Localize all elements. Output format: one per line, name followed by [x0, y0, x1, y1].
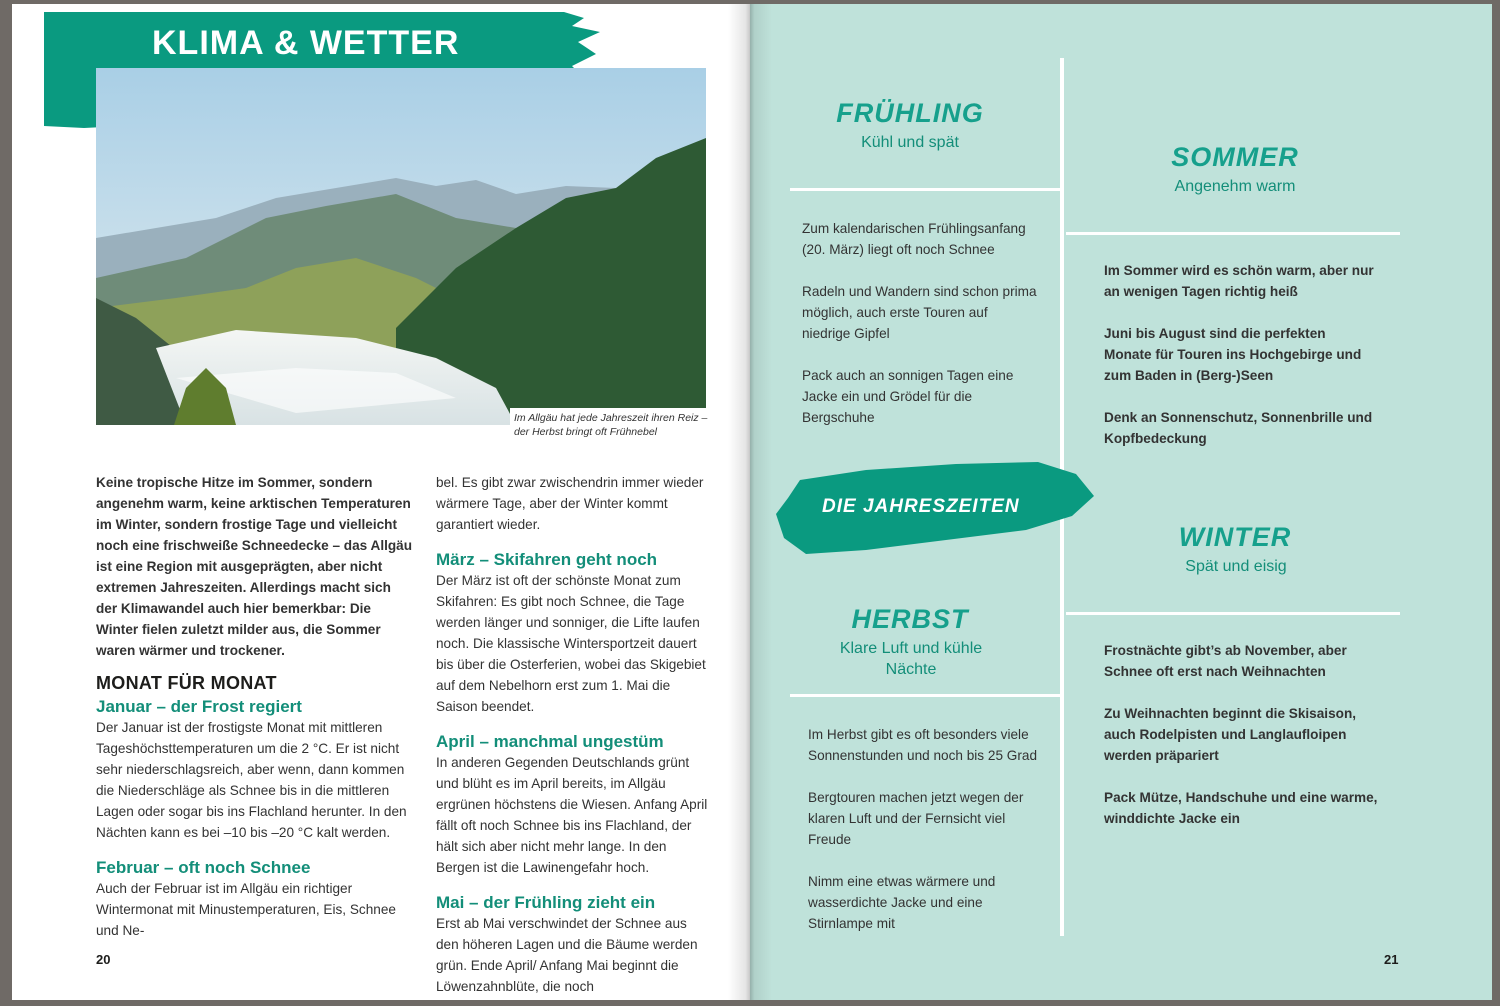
- left-column: [96, 472, 414, 941]
- divider-summer: [1066, 232, 1400, 235]
- month-text-februar: Auch der Februar ist im Allgäu ein richtiger Wintermonat mit Minustemperaturen, Eis, Schnee und Ne-: [96, 881, 396, 938]
- allgaeu-valley-photo: [96, 68, 706, 425]
- tip-summer-2: Juni bis August sind die perfekten Monate für Touren ins Hochgebirge und zum Baden in (Berg-)Seen: [1104, 326, 1362, 383]
- divider-winter: [1066, 612, 1400, 615]
- tip-autumn-3: Nimm eine etwas wärmere und wasserdichte Jacke und eine Stirnlampe mit: [808, 874, 996, 931]
- photo-caption: Im Allgäu hat jede Jahreszeit ihren Reiz – der Herbst bringt oft Frühnebel: [510, 408, 714, 442]
- season-subtitle-summer: Angenehm warm: [1174, 178, 1296, 195]
- month-heading-februar: Februar – oft noch Schnee: [96, 858, 311, 877]
- book-gutter: [728, 4, 772, 1000]
- season-title-spring: FRÜHLING: [836, 98, 984, 128]
- tip-winter-3: Pack Mütze, Handschuhe und eine warme, winddichte Jacke ein: [1104, 790, 1378, 826]
- tips-autumn: [808, 724, 1044, 955]
- month-heading-maerz: März – Skifahren geht noch: [436, 550, 658, 569]
- jahreszeiten-label: DIE JAHRESZEITEN: [822, 496, 1020, 517]
- page-number-left: 20: [96, 952, 111, 967]
- season-subtitle-autumn: Klare Luft und kühle Nächte: [839, 640, 983, 678]
- tip-spring-1: Zum kalendarischen Frühlingsanfang (20. März) liegt oft noch Schnee: [802, 221, 1026, 257]
- tip-summer-3: Denk an Sonnenschutz, Sonnenbrille und Kopfbedeckung: [1104, 410, 1373, 446]
- season-title-winter: WINTER: [1178, 522, 1292, 552]
- tips-winter: [1104, 640, 1384, 850]
- tip-winter-1: Frostnächte gibt’s ab November, aber Schnee oft erst nach Weihnachten: [1104, 643, 1347, 679]
- intro-text: Keine tropische Hitze im Sommer, sondern angenehm warm, keine arktischen Temperaturen im Winter, sondern frostige Tage und vielleicht noch eine frischweiße Schneedecke – das Allgäu ist eine Region mit ausgeprägten, aber nicht extremen Jahreszeiten. Allerdings macht sich der Klimawandel auch hier bemerkbar: Die Winter fielen zuletzt milder aus, die Sommer waren wärmer und trockener.: [96, 475, 413, 658]
- month-heading-april: April – manchmal ungestüm: [436, 732, 664, 751]
- month-heading-mai: Mai – der Frühling zieht ein: [436, 893, 656, 912]
- month-text-april: In anderen Gegenden Deutschlands grünt und blüht es im April bereits, im Allgäu ergrünen höchstens die Wiesen. Anfang April fällt oft noch Schnee bis ins Flachland, der hält sich aber nicht mehr lange. In den Bergen ist die Lawinengefahr hoch.: [436, 755, 708, 875]
- section-heading: MONAT FÜR MONAT: [96, 673, 277, 693]
- season-title-summer: SOMMER: [1171, 142, 1299, 172]
- tips-summer: [1104, 260, 1374, 470]
- tip-spring-2: Radeln und Wandern sind schon prima möglich, auch erste Touren auf niedrige Gipfel: [802, 284, 1037, 341]
- tip-autumn-1: Im Herbst gibt es oft besonders viele Sonnenstunden und noch bis 25 Grad: [808, 727, 1038, 763]
- continuation-text: bel. Es gibt zwar zwischendrin immer wieder wärmere Tage, aber der Winter kommt garantiert wieder.: [436, 475, 704, 532]
- season-subtitle-spring: Kühl und spät: [861, 134, 959, 151]
- tip-summer-1: Im Sommer wird es schön warm, aber nur an wenigen Tagen richtig heiß: [1104, 263, 1374, 299]
- tip-autumn-2: Bergtouren machen jetzt wegen der klaren Luft und der Fernsicht viel Freude: [808, 790, 1024, 847]
- season-subtitle-winter: Spät und eisig: [1185, 558, 1287, 575]
- month-text-mai: Erst ab Mai verschwindet der Schnee aus den höheren Lagen und die Bäume werden grün. Ende April/ Anfang Mai beginnt die Löwenzahnblüte, die noch: [436, 916, 698, 994]
- right-column: [436, 472, 708, 997]
- tip-winter-2: Zu Weihnachten beginnt die Skisaison, auch Rodelpisten und Langlaufloipen werden präpariert: [1104, 706, 1357, 763]
- divider-autumn: [790, 694, 1062, 697]
- month-text-januar: Der Januar ist der frostigste Monat mit mittleren Tageshöchsttemperaturen um die 2 °C. Er ist nicht sehr niederschlagsreich, aber wenn, dann kommen die Niederschläge als Schnee bis in die mittleren Lagen oder sogar bis ins Flachland herunter. In den Nächten kann es bei –10 bis –20 °C kalt werden.: [96, 720, 407, 840]
- month-heading-januar: Januar – der Frost regiert: [96, 697, 302, 716]
- tip-spring-3: Pack auch an sonnigen Tagen eine Jacke ein und Grödel für die Bergschuhe: [802, 368, 1014, 425]
- page-number-right: 21: [1384, 952, 1399, 967]
- divider-spring: [790, 188, 1062, 191]
- banner-title: KLIMA & WETTER: [152, 24, 460, 62]
- season-title-autumn: HERBST: [851, 604, 969, 634]
- month-text-maerz: Der März ist oft der schönste Monat zum Skifahren: Es gibt noch Schnee, die Tage werden länger und sonniger, die Lifte laufen noch. Die klassische Wintersportzeit dauert bis über die Osterferien, wobei das Skigebiet auf dem Nebelhorn erst zum 1. Mai die Saison beendet.: [436, 573, 706, 714]
- tips-spring: [802, 218, 1038, 449]
